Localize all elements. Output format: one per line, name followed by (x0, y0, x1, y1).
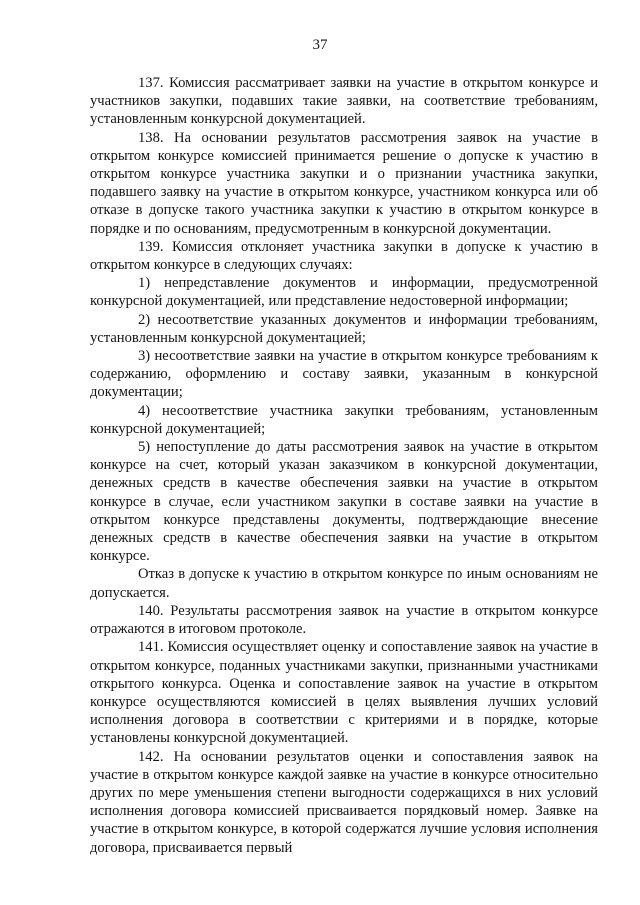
paragraph-refusal: Отказ в допуске к участию в открытом конкурсе по иным основаниям не допускается. (90, 566, 598, 601)
paragraph-137: 137. Комиссия рассматривает заявки на участие в открытом конкурсе и участников закупки, подавших такие заявки, на соответствие требованиям, установленным конкурсной документацией. (90, 75, 598, 128)
list-item-2: 2) несоответствие указанных документов и информации требованиям, установленным конкурсной документацией; (90, 311, 598, 346)
list-item-3: 3) несоответствие заявки на участие в открытом конкурсе требованиям к содержанию, оформлению и составу заявки, указанным в конкурсной документации; (90, 348, 598, 401)
paragraph-140: 140. Результаты рассмотрения заявок на участие в открытом конкурсе отражаются в итоговом протоколе. (90, 602, 598, 638)
list-item-4: 4) несоответствие участника закупки требованиям, установленным конкурсной документацией; (90, 402, 598, 437)
page-number: 37 (312, 37, 328, 53)
paragraph-141: 141. Комиссия осуществляет оценку и сопоставление заявок на участие в открытом конкурсе, поданных участниками закупки, признанными участниками открытого конкурса. Оценка и сопоставление заявок на участие в открытом конкурсе осуществляются комиссией в целях выявления лучших условий исполнения договора в соответствии с критериями и в порядке, которые установлены конкурсной документацией. (90, 639, 598, 747)
paragraph-138: 138. На основании результатов рассмотрения заявок на участие в открытом конкурсе комиссией принимается решение о допуске к участию в открытом конкурсе участника закупки и о признании участника закупки, подавшего заявку на участие в открытом конкурсе, участником конкурса или об отказе в допуске такого участника закупки к участию в открытом конкурсе в порядке и по основаниям, предусмотренным в конкурсной документации. (90, 129, 598, 237)
paragraph-139: 139. Комиссия отклоняет участника закупки в допуске к участию в открытом конкурсе в следующих случаях: (90, 238, 598, 274)
list-item-1: 1) непредставление документов и информации, предусмотренной конкурсной документацией, или представление недостоверной информации; (90, 275, 598, 310)
document-body (90, 74, 598, 857)
list-item-5: 5) непоступление до даты рассмотрения заявок на участие в открытом конкурсе на счет, который указан заказчиком в конкурсной документации, денежных средств в качестве обеспечения заявки на участие в открытом конкурсе в случае, если участником закупки в составе заявки на участие в открытом конкурсе представлены документы, подтверждающие внесение денежных средств в качестве обеспечения заявки на участие в открытом конкурсе. (90, 439, 598, 565)
paragraph-142: 142. На основании результатов оценки и сопоставления заявок на участие в открытом конкурсе каждой заявке на участие в конкурсе относительно других по мере уменьшения степени выгодности содержащихся в них условий исполнения договора комиссией присваивается порядковый номер. Заявке на участие в открытом конкурсе, в которой содержатся лучшие условия исполнения договора, присваивается первый (90, 748, 598, 856)
